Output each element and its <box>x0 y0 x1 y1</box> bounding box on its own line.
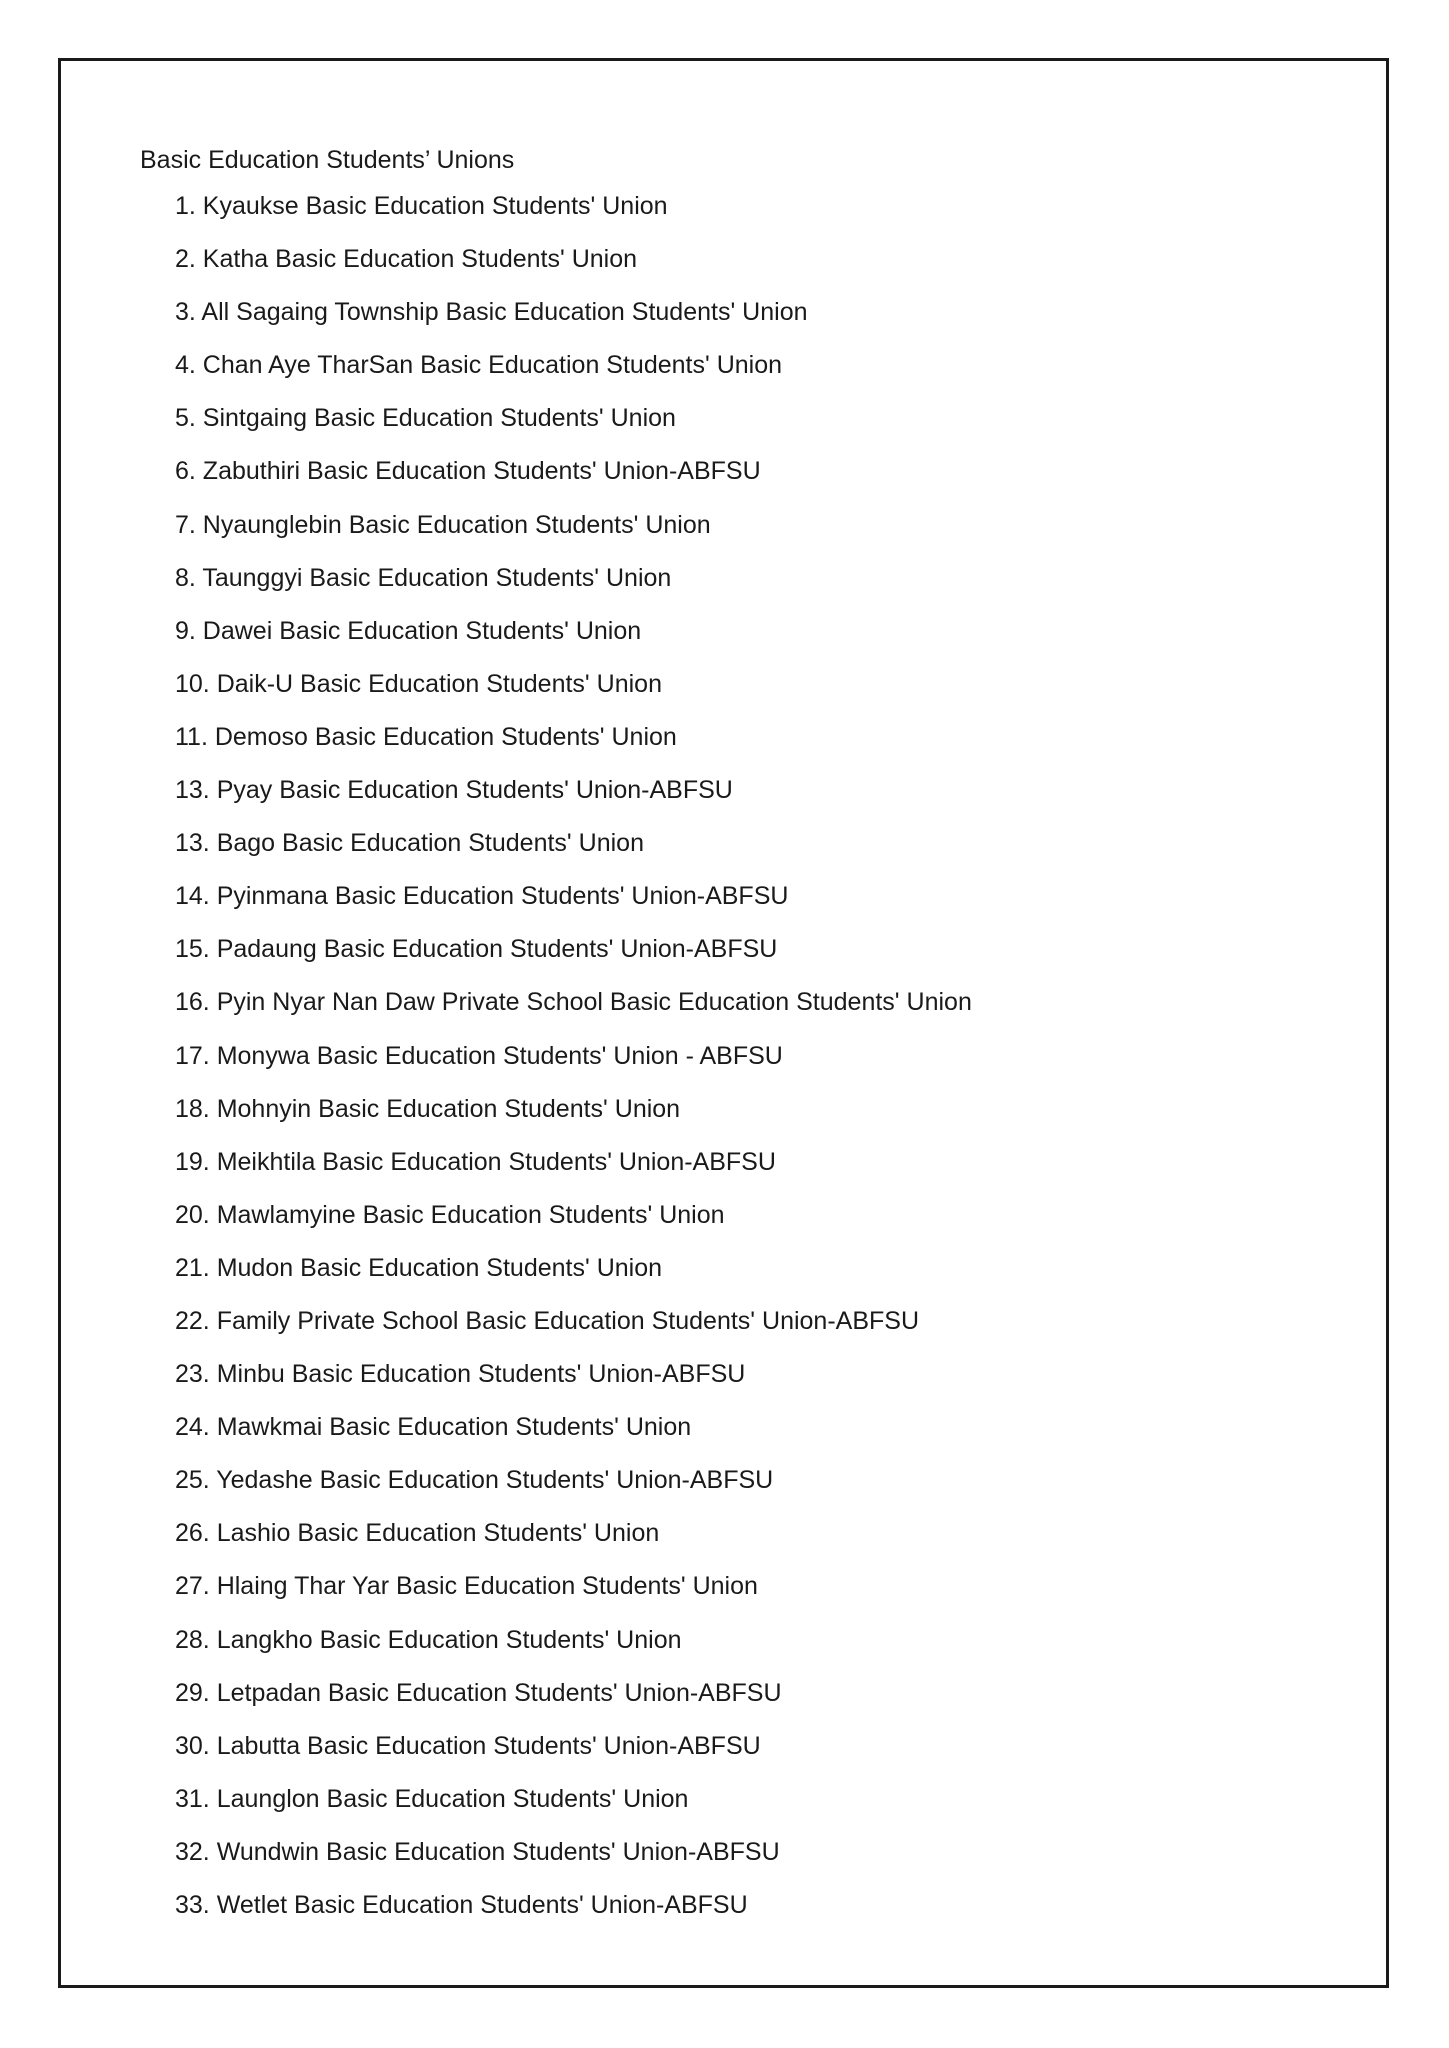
list-item: 15. Padaung Basic Education Students' Union-ABFSU <box>175 935 778 964</box>
list-item: 7. Nyaunglebin Basic Education Students' Union <box>175 510 711 539</box>
list-item: 10. Daik-U Basic Education Students' Union <box>175 669 662 698</box>
list-item: 30. Labutta Basic Education Students' Union-ABFSU <box>175 1731 761 1760</box>
list-item: 24. Mawkmai Basic Education Students' Union <box>175 1413 692 1442</box>
list-item: 3. All Sagaing Township Basic Education Students' Union <box>175 298 808 327</box>
list-item: 33. Wetlet Basic Education Students' Union-ABFSU <box>175 1891 748 1919</box>
document-title: Basic Education Students’ Unions <box>140 146 515 174</box>
list-item: 22. Family Private School Basic Education Students' Union-ABFSU <box>175 1306 920 1335</box>
list-item: 4. Chan Aye TharSan Basic Education Students' Union <box>175 351 783 380</box>
union-list <box>175 189 972 1941</box>
list-item: 25. Yedashe Basic Education Students' Union-ABFSU <box>175 1466 774 1495</box>
list-item: 11. Demoso Basic Education Students' Union <box>175 722 677 751</box>
list-item: 32. Wundwin Basic Education Students' Union-ABFSU <box>175 1837 780 1866</box>
list-item: 13. Bago Basic Education Students' Union <box>175 829 644 858</box>
list-item: 27. Hlaing Thar Yar Basic Education Students' Union <box>175 1572 758 1601</box>
list-item: 23. Minbu Basic Education Students' Union-ABFSU <box>175 1360 746 1389</box>
list-item: 26. Lashio Basic Education Students' Union <box>175 1519 660 1548</box>
list-item: 6. Zabuthiri Basic Education Students' Union-ABFSU <box>175 457 761 486</box>
list-item: 21. Mudon Basic Education Students' Union <box>175 1253 663 1282</box>
list-item: 17. Monywa Basic Education Students' Union - ABFSU <box>175 1041 783 1070</box>
list-item: 20. Mawlamyine Basic Education Students' Union <box>175 1200 725 1229</box>
list-item: 2. Katha Basic Education Students' Union <box>175 245 638 274</box>
list-item: 28. Langkho Basic Education Students' Union <box>175 1625 682 1654</box>
list-item: 29. Letpadan Basic Education Students' Union-ABFSU <box>175 1678 782 1707</box>
list-item: 16. Pyin Nyar Nan Daw Private School Basic Education Students' Union <box>175 988 972 1017</box>
list-item: 31. Launglon Basic Education Students' Union <box>175 1784 689 1813</box>
list-item: 9. Dawei Basic Education Students' Union <box>175 616 642 645</box>
list-item: 19. Meikhtila Basic Education Students' Union-ABFSU <box>175 1147 776 1176</box>
list-item: 8. Taunggyi Basic Education Students' Union <box>175 563 672 592</box>
list-item: 5. Sintgaing Basic Education Students' Union <box>175 404 676 433</box>
list-item: 13. Pyay Basic Education Students' Union-ABFSU <box>175 776 733 805</box>
list-item: 14. Pyinmana Basic Education Students' Union-ABFSU <box>175 882 789 911</box>
list-item: 1. Kyaukse Basic Education Students' Union <box>175 192 668 220</box>
list-item: 18. Mohnyin Basic Education Students' Union <box>175 1094 681 1123</box>
